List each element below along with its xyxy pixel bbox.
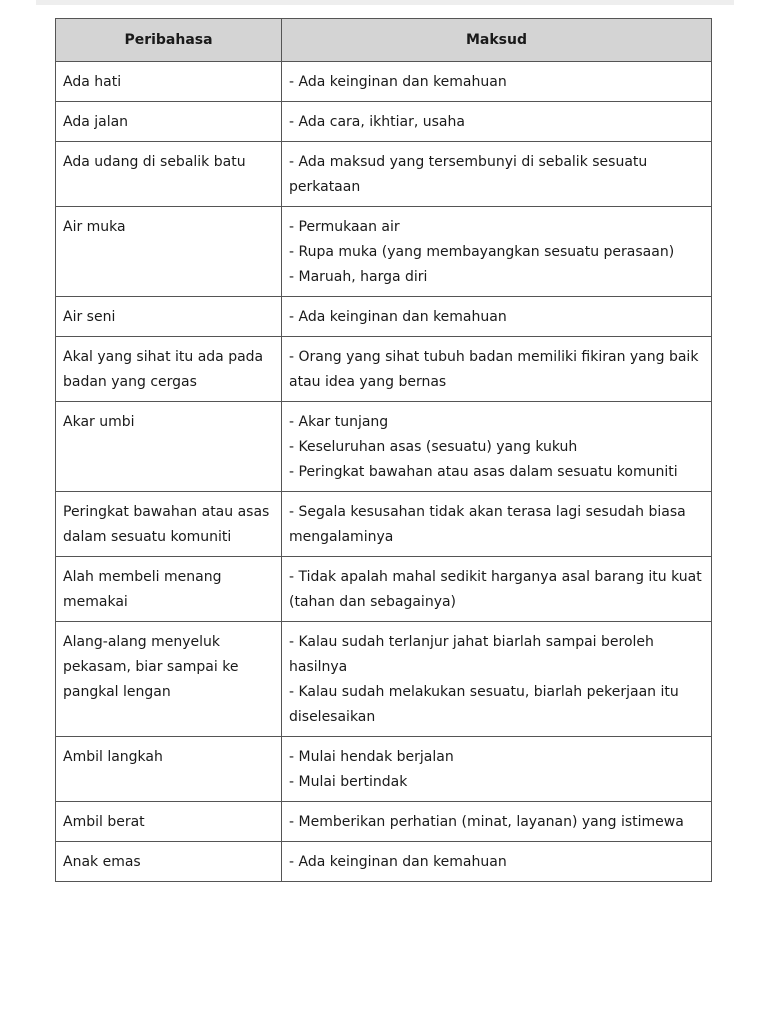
peribahasa-cell: Air seni <box>56 297 282 337</box>
maksud-line: - Rupa muka (yang membayangkan sesuatu perasaan) <box>289 244 675 260</box>
maksud-line: - Ada keinginan dan kemahuan <box>289 74 507 90</box>
peribahasa-cell: Ada jalan <box>56 102 282 142</box>
peribahasa-cell: Alang-alang menyeluk pekasam, biar sampai ke pangkal lengan <box>56 622 282 737</box>
maksud-cell <box>282 557 712 622</box>
maksud-line: - Maruah, harga diri <box>289 269 428 285</box>
peribahasa-cell: Peringkat bawahan atau asas dalam sesuatu komuniti <box>56 492 282 557</box>
maksud-line: - Memberikan perhatian (minat, layanan) yang istimewa <box>289 814 684 830</box>
header-row <box>56 19 712 62</box>
maksud-cell <box>282 492 712 557</box>
maksud-line: - Peringkat bawahan atau asas dalam sesuatu komuniti <box>289 464 678 480</box>
maksud-line: - Segala kesusahan tidak akan terasa lagi sesudah biasa mengalaminya <box>289 504 686 545</box>
peribahasa-cell: Akar umbi <box>56 402 282 492</box>
peribahasa-cell: Ambil berat <box>56 802 282 842</box>
header-maksud: Maksud <box>282 19 712 62</box>
table-row <box>56 337 712 402</box>
peribahasa-cell: Air muka <box>56 207 282 297</box>
peribahasa-table <box>55 18 712 882</box>
table-row <box>56 492 712 557</box>
maksud-line: - Akar tunjang <box>289 414 389 430</box>
maksud-line: - Tidak apalah mahal sedikit harganya asal barang itu kuat (tahan dan sebagainya) <box>289 569 702 610</box>
maksud-line: - Keseluruhan asas (sesuatu) yang kukuh <box>289 439 578 455</box>
maksud-cell <box>282 297 712 337</box>
maksud-cell <box>282 737 712 802</box>
table-row <box>56 62 712 102</box>
maksud-cell <box>282 207 712 297</box>
table-row <box>56 842 712 882</box>
maksud-cell <box>282 62 712 102</box>
table-row <box>56 142 712 207</box>
maksud-cell <box>282 142 712 207</box>
table-row <box>56 737 712 802</box>
maksud-line: - Ada maksud yang tersembunyi di sebalik sesuatu perkataan <box>289 154 648 195</box>
maksud-cell <box>282 802 712 842</box>
table-row <box>56 802 712 842</box>
table-row <box>56 102 712 142</box>
maksud-line: - Ada keinginan dan kemahuan <box>289 309 507 325</box>
maksud-line: - Kalau sudah melakukan sesuatu, biarlah pekerjaan itu diselesaikan <box>289 684 679 725</box>
peribahasa-cell: Ada udang di sebalik batu <box>56 142 282 207</box>
maksud-cell <box>282 622 712 737</box>
table-row <box>56 622 712 737</box>
maksud-line: - Permukaan air <box>289 219 400 235</box>
peribahasa-cell: Ada hati <box>56 62 282 102</box>
maksud-line: - Orang yang sihat tubuh badan memiliki fikiran yang baik atau idea yang bernas <box>289 349 699 390</box>
maksud-cell <box>282 102 712 142</box>
table-body <box>56 62 712 882</box>
top-band <box>36 0 734 5</box>
maksud-line: - Mulai bertindak <box>289 774 408 790</box>
maksud-line: - Mulai hendak berjalan <box>289 749 454 765</box>
maksud-line: - Kalau sudah terlanjur jahat biarlah sampai beroleh hasilnya <box>289 634 654 675</box>
peribahasa-cell: Anak emas <box>56 842 282 882</box>
maksud-cell <box>282 337 712 402</box>
maksud-cell <box>282 842 712 882</box>
table-row <box>56 297 712 337</box>
header-peribahasa: Peribahasa <box>56 19 282 62</box>
table-row <box>56 207 712 297</box>
peribahasa-cell: Alah membeli menang memakai <box>56 557 282 622</box>
maksud-line: - Ada keinginan dan kemahuan <box>289 854 507 870</box>
peribahasa-cell: Akal yang sihat itu ada pada badan yang cergas <box>56 337 282 402</box>
maksud-cell <box>282 402 712 492</box>
table-row <box>56 557 712 622</box>
peribahasa-cell: Ambil langkah <box>56 737 282 802</box>
maksud-line: - Ada cara, ikhtiar, usaha <box>289 114 465 130</box>
table-row <box>56 402 712 492</box>
